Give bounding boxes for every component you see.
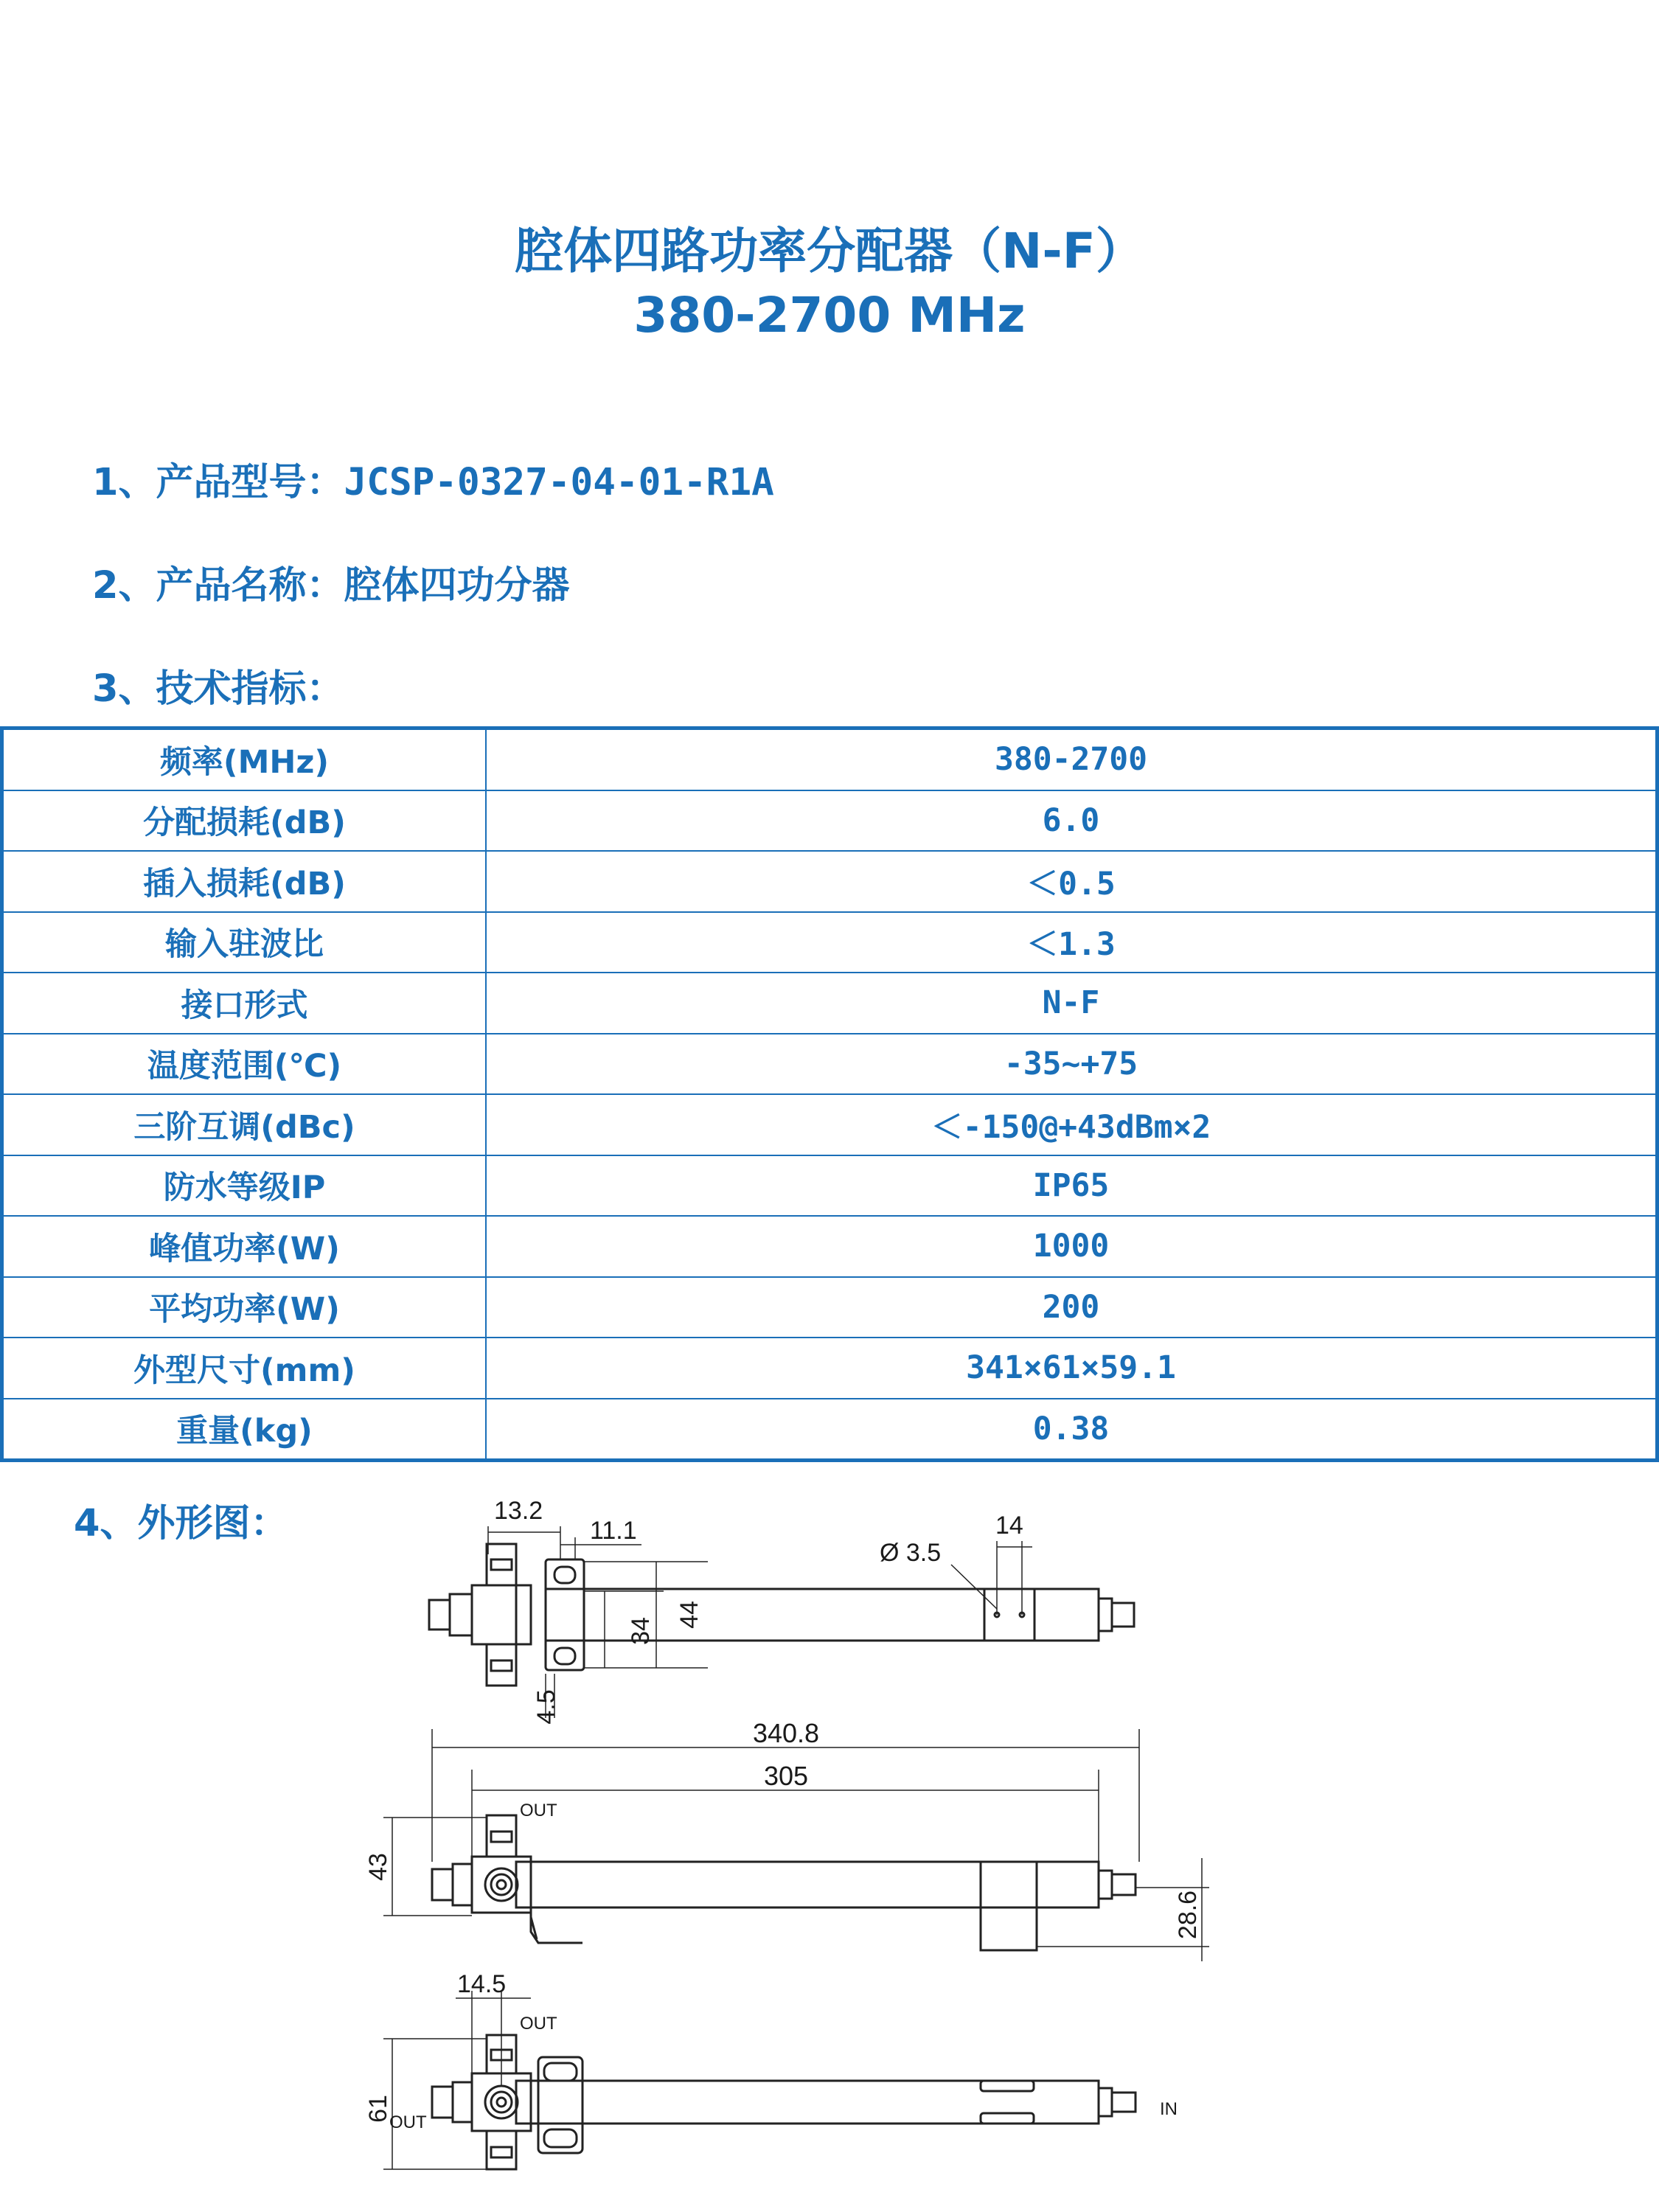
side-view-left-connector bbox=[432, 1869, 453, 1900]
table-row bbox=[2, 851, 1658, 912]
name-label: 2、产品名称： bbox=[92, 564, 344, 608]
dim-4-5: 4.5 bbox=[532, 1689, 560, 1725]
top-view-clamp bbox=[984, 1589, 1034, 1641]
spec-key: 温度范围(℃) bbox=[2, 1034, 487, 1095]
table-row bbox=[2, 1034, 1658, 1095]
spec-key: 重量(kg) bbox=[2, 1399, 487, 1461]
label-out: OUT bbox=[520, 2014, 557, 2034]
spec-value: N-F bbox=[486, 973, 1658, 1034]
section-model bbox=[92, 451, 774, 506]
top-view-right-connector bbox=[1099, 1599, 1112, 1631]
table-row bbox=[2, 973, 1658, 1034]
drawing-label: 4、外形图： bbox=[74, 1502, 288, 1545]
dim-34: 34 bbox=[627, 1617, 655, 1645]
table-row bbox=[2, 1216, 1658, 1277]
spec-value: 200 bbox=[486, 1277, 1658, 1338]
spec-table bbox=[0, 726, 1659, 1462]
spec-key: 插入损耗(dB) bbox=[2, 851, 487, 912]
table-row bbox=[2, 1338, 1658, 1399]
section-name bbox=[92, 554, 570, 609]
spec-value: 380-2700 bbox=[486, 728, 1658, 790]
spec-value: 0.38 bbox=[486, 1399, 1658, 1461]
front-view-right-connector bbox=[1099, 2088, 1112, 2116]
front-view-left-connector bbox=[432, 2087, 453, 2118]
label-out: OUT bbox=[520, 1801, 557, 1820]
spec-key: 平均功率(W) bbox=[2, 1277, 487, 1338]
spec-key: 峰值功率(W) bbox=[2, 1216, 487, 1277]
spec-key: 分配损耗(dB) bbox=[2, 790, 487, 852]
side-view-clamp bbox=[981, 1862, 1037, 1950]
spec-key: 接口形式 bbox=[2, 973, 487, 1034]
side-view bbox=[432, 1815, 1135, 1950]
side-view-right-connector bbox=[1099, 1871, 1112, 1899]
front-view bbox=[432, 2035, 1135, 2169]
section-specs bbox=[92, 658, 344, 712]
spec-key: 频率(MHz) bbox=[2, 728, 487, 790]
frequency-subtitle: 380-2700 MHz bbox=[633, 287, 1026, 344]
spec-value: ＜-150@+43dBm×2 bbox=[486, 1094, 1658, 1155]
top-view-left-connector bbox=[429, 1600, 450, 1630]
table-row bbox=[2, 1399, 1658, 1461]
dim-305: 305 bbox=[763, 1761, 809, 1791]
top-view bbox=[429, 1544, 1134, 1686]
top-view-hub bbox=[472, 1585, 531, 1644]
side-view-hub bbox=[472, 1857, 531, 1913]
spec-key: 外型尺寸(mm) bbox=[2, 1338, 487, 1399]
dim-28-6: 28.6 bbox=[1174, 1890, 1202, 1940]
dim-14-5: 14.5 bbox=[457, 1970, 507, 1998]
table-row bbox=[2, 728, 1658, 790]
dim-340-8: 340.8 bbox=[752, 1718, 820, 1748]
spec-value: -35~+75 bbox=[486, 1034, 1658, 1095]
spec-value: 1000 bbox=[486, 1216, 1658, 1277]
dim-44: 44 bbox=[675, 1601, 703, 1629]
spec-value: IP65 bbox=[486, 1155, 1658, 1217]
dim-43: 43 bbox=[364, 1853, 392, 1881]
spec-value: ＜0.5 bbox=[486, 851, 1658, 912]
dim-14: 14 bbox=[995, 1512, 1023, 1540]
spec-key: 输入驻波比 bbox=[2, 912, 487, 973]
spec-key: 三阶互调(dBc) bbox=[2, 1094, 487, 1155]
side-view-tube bbox=[516, 1862, 1099, 1907]
dim-13-2: 13.2 bbox=[494, 1497, 543, 1525]
front-view-tube bbox=[516, 2081, 1099, 2124]
outline-drawing bbox=[0, 1497, 1659, 2212]
label-out: OUT bbox=[389, 2112, 427, 2132]
model-label: 1、产品型号： bbox=[92, 461, 344, 504]
spec-value: 6.0 bbox=[486, 790, 1658, 852]
table-row bbox=[2, 790, 1658, 852]
spec-key: 防水等级IP bbox=[2, 1155, 487, 1217]
model-value: JCSP-0327-04-01-R1A bbox=[344, 461, 774, 504]
mount-bracket bbox=[546, 1559, 584, 1670]
dim-61: 61 bbox=[364, 2095, 392, 2123]
label-in: IN bbox=[1160, 2099, 1178, 2119]
dim-diameter: Ø 3.5 bbox=[880, 1539, 942, 1567]
spec-value: ＜1.3 bbox=[486, 912, 1658, 973]
table-row bbox=[2, 912, 1658, 973]
table-row bbox=[2, 1094, 1658, 1155]
table-row bbox=[2, 1277, 1658, 1338]
name-value: 腔体四功分器 bbox=[344, 564, 570, 608]
dim-11-1: 11.1 bbox=[590, 1517, 637, 1545]
table-row bbox=[2, 1155, 1658, 1217]
specs-label: 3、技术指标： bbox=[92, 667, 344, 711]
spec-value: 341×61×59.1 bbox=[486, 1338, 1658, 1399]
document-title: 腔体四路功率分配器（N-F） bbox=[515, 223, 1144, 279]
